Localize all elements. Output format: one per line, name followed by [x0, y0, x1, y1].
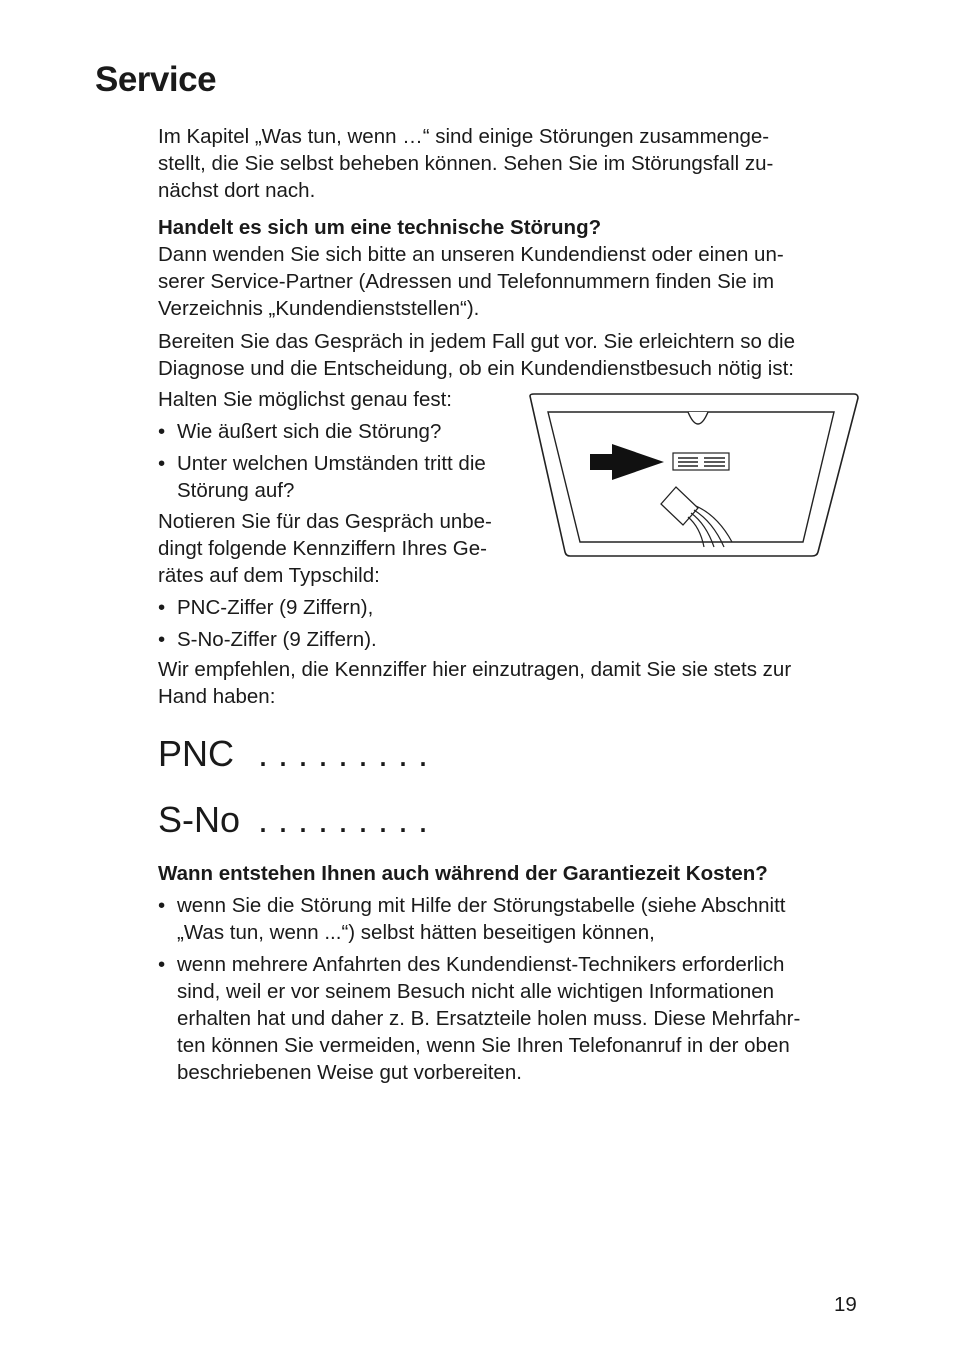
- rating-plate-illustration: [528, 392, 860, 560]
- list-item: • wenn Sie die Störung mit Hilfe der Störungstabelle (siehe Abschnitt „Was tun, wenn ...“) selbst hätten beseitigen können,: [158, 894, 786, 944]
- list-item: • Wie äußert sich die Störung?: [158, 420, 442, 443]
- bullet-mark: •: [158, 953, 166, 976]
- list-item: • PNC-Ziffer (9 Ziffern),: [158, 596, 374, 619]
- recommend-line: Wir empfehlen, die Kennziffer hier einzutragen, damit Sie sie stets zur: [158, 658, 792, 681]
- record-lead: Halten Sie möglichst genau fest:: [158, 388, 452, 411]
- prepare-line: Diagnose und die Entscheidung, ob ein Kundendienstbesuch nötig ist:: [158, 357, 794, 380]
- note-line: Notieren Sie für das Gespräch unbe-: [158, 510, 492, 533]
- technical-line: Dann wenden Sie sich bitte an unseren Kundendienst oder einen un-: [158, 243, 784, 266]
- list-item: • Unter welchen Umständen tritt die Störung auf?: [158, 452, 486, 502]
- note-line: rätes auf dem Typschild:: [158, 564, 380, 587]
- sno-field[interactable]: [158, 800, 578, 840]
- intro-paragraph: [158, 123, 858, 204]
- intro-line: nächst dort nach.: [158, 179, 316, 202]
- prepare-line: Bereiten Sie das Gespräch in jedem Fall gut vor. Sie erleichtern so die: [158, 330, 795, 353]
- appliance-inner-outline: [548, 412, 834, 542]
- technical-heading: Handelt es sich um eine technische Störung?: [158, 216, 602, 239]
- bullet-mark: •: [158, 894, 166, 917]
- rating-plate-icon: [673, 453, 729, 470]
- pnc-label: PNC: [158, 733, 235, 774]
- costs-heading: Wann entstehen Ihnen auch während der Garantiezeit Kosten?: [158, 862, 768, 885]
- list-item: • wenn mehrere Anfahrten des Kundendienst-Technikers erforderlich sind, weil er vor seinem Besuch nicht alle wichtigen Informationen erhalten hat und daher z. B. Ersatzteile holen muss. Diese Mehrfahr- ten können Sie vermeiden, wenn Sie Ihren Telefonanruf in der oben beschriebenen Weise gut vorbereiten.: [158, 953, 801, 1084]
- pnc-dots[interactable]: . . . . . . . . .: [258, 733, 429, 774]
- cable-tag-icon: [661, 487, 732, 547]
- pnc-field[interactable]: [158, 734, 578, 774]
- intro-line: Im Kapitel „Was tun, wenn …“ sind einige Störungen zusammenge-: [158, 125, 770, 148]
- intro-line: stellt, die Sie selbst beheben können. Sehen Sie im Störungsfall zu-: [158, 152, 774, 175]
- technical-line: Verzeichnis „Kundendienststellen“).: [158, 297, 480, 320]
- page-number: 19: [834, 1293, 857, 1316]
- bullet-mark: •: [158, 596, 166, 619]
- sno-dots[interactable]: . . . . . . . . .: [258, 799, 429, 840]
- note-section: [158, 508, 528, 653]
- record-section: [158, 386, 528, 504]
- prepare-paragraph: [158, 328, 858, 382]
- page-title: Service: [95, 60, 217, 99]
- note-line: dingt folgende Kennziffern Ihres Ge-: [158, 537, 487, 560]
- costs-section: [158, 860, 858, 1086]
- sno-label: S-No: [158, 799, 241, 840]
- list-item: • S-No-Ziffer (9 Ziffern).: [158, 628, 377, 651]
- notch: [688, 412, 708, 424]
- bullet-mark: •: [158, 452, 166, 475]
- recommend-line: Hand haben:: [158, 685, 276, 708]
- recommend-paragraph: [158, 656, 858, 710]
- technical-section: [158, 214, 858, 322]
- arrow-icon: [590, 444, 664, 480]
- technical-line: serer Service-Partner (Adressen und Telefonnummern finden Sie im: [158, 270, 775, 293]
- bullet-mark: •: [158, 420, 166, 443]
- bullet-mark: •: [158, 628, 166, 651]
